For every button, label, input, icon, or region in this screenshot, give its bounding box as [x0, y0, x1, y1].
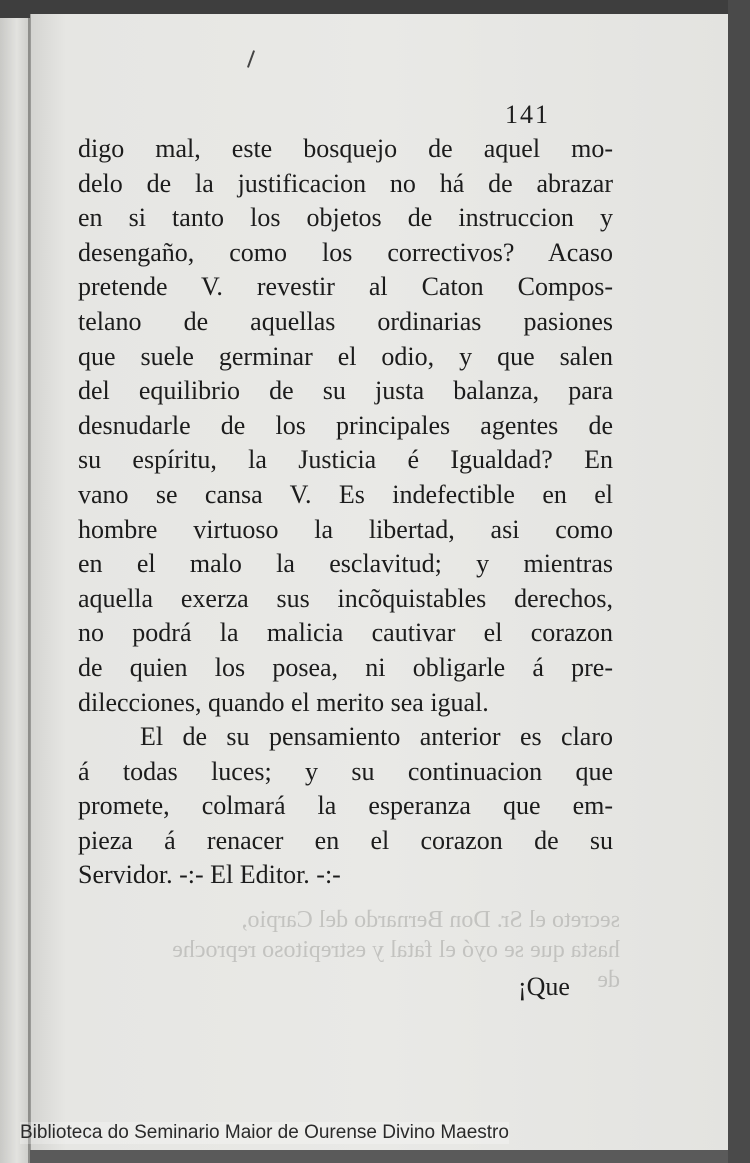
text-line: aquella exerza sus incõquistables derechos, [78, 583, 613, 613]
text-line: telano de aquellas ordinarias pasiones [78, 306, 613, 336]
body-text [78, 132, 613, 893]
text-line: en el malo la esclavitud; y mientras [78, 549, 613, 579]
text-line: digo mal, este bosquejo de aquel mo- [78, 134, 613, 163]
show-through-line: hasta que se oyó el fatal y estrepitoso reproche [172, 937, 620, 963]
text-line: en si tanto los objetos de instruccion y [78, 203, 613, 233]
show-through-line: de [597, 967, 620, 993]
page-number: 141 [505, 100, 550, 129]
library-watermark: Biblioteca do Seminario Maior de Ourense Divino Maestro [20, 1122, 509, 1143]
text-line: promete, colmará la esperanza que em- [78, 791, 613, 821]
text-line: del equilibrio de su justa balanza, para [78, 376, 613, 406]
text-line: delo de la justificacion no há de abrazar [78, 168, 613, 198]
catchword: ¡Que [518, 972, 570, 1001]
text-line: vano se cansa V. Es indefectible en el [78, 479, 613, 509]
scan-right-shadow [728, 0, 750, 1163]
paragraph-start-line: El de su pensamiento anterior es claro [140, 722, 613, 752]
previous-page-edge [0, 18, 30, 1163]
text-line: pieza á renacer en el corazon de su [78, 825, 613, 855]
text-line: desnudarle de los principales agentes de [78, 410, 613, 440]
text-line: su espíritu, la Justicia é Igualdad? En [78, 445, 613, 475]
text-line: dilecciones, quando el merito sea igual. [78, 687, 489, 717]
show-through-line: secreto el Sr. Don Bernardo del Carpio, [241, 907, 620, 933]
signature-line: Servidor. -:- El Editor. -:- [78, 860, 341, 890]
text-line: de quien los posea, ni obligarle á pre- [78, 652, 613, 682]
text-line: hombre virtuoso la libertad, asi como [78, 514, 613, 544]
text-line: á todas luces; y su continuacion que [78, 756, 613, 786]
text-line: desengaño, como los correctivos? Acaso [78, 237, 613, 267]
text-line: que suele germinar el odio, y que salen [78, 341, 613, 371]
text-line: pretende V. revestir al Caton Compos- [78, 272, 613, 302]
text-line: no podrá la malicia cautivar el corazon [78, 618, 613, 648]
